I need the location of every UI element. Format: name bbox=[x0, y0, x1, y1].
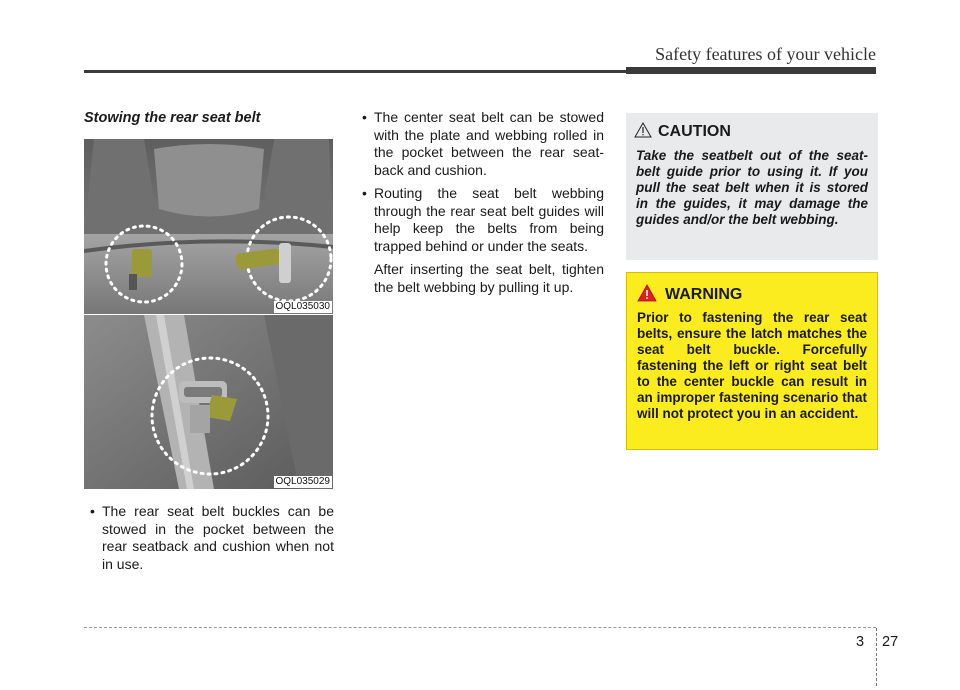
chapter-number: 3 bbox=[856, 634, 865, 650]
header-rule bbox=[84, 70, 876, 73]
bullet-item: • Routing the seat belt webbing through the rear seat belt guides will help keep the belts from being trapped behind or under the seats. bbox=[356, 185, 604, 255]
page-number: 27 bbox=[882, 634, 899, 650]
caution-triangle-icon bbox=[634, 122, 652, 143]
body-paragraph: After inserting the seat belt, tighten the belt webbing by pulling it up. bbox=[374, 261, 604, 295]
bullet-item: • The center seat belt can be stowed with the plate and webbing rolled in the pocket between the rear seat-back and cushion. bbox=[356, 109, 604, 179]
figure-code-label: OQL035030 bbox=[275, 301, 330, 312]
warning-text: Prior to fastening the rear seat belts, ensure the latch matches the seat belt buckle. Forcefully fastening the left or right seat belt to the center buckle can result in an improper fastening scenario that will not protect you in an accident. bbox=[637, 310, 867, 421]
caution-label: CAUTION bbox=[658, 123, 731, 140]
caution-box bbox=[626, 113, 878, 260]
warning-label: WARNING bbox=[665, 286, 743, 303]
center-seat-belt-photo bbox=[84, 315, 333, 489]
figure-code-label: OQL035029 bbox=[275, 476, 330, 487]
warning-triangle-icon bbox=[637, 284, 657, 307]
seat-belt-buckle-photo bbox=[84, 139, 333, 314]
caution-text: Take the seatbelt out of the seat-belt guide prior to using it. If you pull the seat belt when it is stored in the guides, it may damage the guides and/or the belt webbing. bbox=[636, 148, 868, 227]
column-1-text bbox=[84, 503, 334, 579]
page-number-divider bbox=[876, 628, 877, 686]
page-header-title: Safety features of your vehicle bbox=[655, 44, 876, 64]
warning-box bbox=[626, 272, 878, 450]
bullet-item: • The rear seat belt buckles can be stowed in the pocket between the rear seatback and cushion when not in use. bbox=[84, 503, 334, 573]
section-heading: Stowing the rear seat belt bbox=[84, 110, 261, 126]
footer-rule bbox=[84, 627, 876, 628]
column-2-text bbox=[356, 109, 604, 296]
